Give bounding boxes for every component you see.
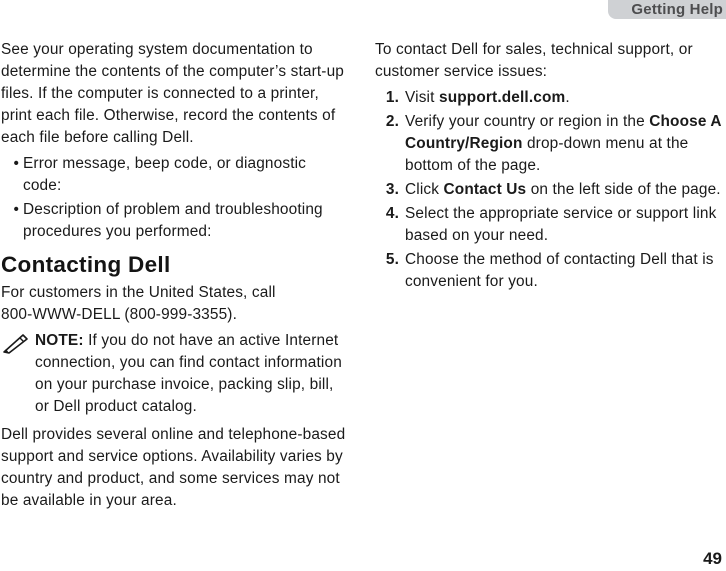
step-text (399, 111, 726, 177)
choose-country-label: Choose A Country/Region (405, 113, 722, 152)
step-text-pre: Visit (405, 89, 439, 106)
step-number: 4. (385, 205, 399, 222)
left-column (1, 39, 346, 512)
note-label: NOTE: (35, 332, 84, 349)
bullet-item (1, 153, 346, 197)
bullet-text: Description of problem and troubleshooting procedures you performed: (23, 201, 323, 240)
contact-us-label: Contact Us (443, 181, 527, 198)
contact-intro: To contact Dell for sales, technical support, or customer service issues: (375, 41, 693, 80)
step-item (375, 111, 726, 177)
step-item (375, 249, 726, 293)
step-text (399, 87, 726, 109)
page-number: 49 (703, 549, 722, 568)
step-text-post: . (565, 89, 570, 106)
bullet-marker: • (13, 201, 19, 218)
step-number: 3. (385, 181, 399, 198)
support-paragraph: Dell provides several online and telephone-based support and service options. Availability varies by country and product, and some services may not be available in your area. (1, 426, 346, 509)
right-column (375, 39, 726, 293)
bullet-text: Error message, beep code, or diagnostic code: (23, 155, 307, 194)
note-text (35, 330, 346, 418)
step-item (375, 203, 726, 247)
bullet-marker: • (13, 155, 19, 172)
bullet-item (1, 199, 346, 243)
phone-number-line: 800-WWW-DELL (800-999-3355). (1, 306, 238, 323)
step-text-pre: Click (405, 181, 444, 198)
section-heading: Contacting Dell (1, 252, 171, 277)
step-text-pre: Verify your country or region in the (405, 113, 650, 130)
pencil-note-icon (1, 330, 35, 418)
step-number: 5. (385, 251, 399, 268)
step-number: 1. (385, 89, 399, 106)
intro-paragraph: See your operating system documentation to determine the contents of the computer’s start-up files. If the computer is connected to a printer, print each file. Otherwise, record the contents of each file before calling Dell. (1, 41, 344, 146)
note-block (1, 330, 346, 418)
customers-line: For customers in the United States, call (1, 284, 276, 301)
step-text (399, 179, 726, 201)
step-text: Choose the method of contacting Dell that is convenient for you. (405, 251, 714, 290)
step-number: 2. (385, 113, 399, 130)
step-text-post: drop-down menu at the bottom of the page. (405, 135, 689, 174)
section-title: Getting Help (631, 0, 723, 18)
step-item (375, 87, 726, 109)
step-text-post: on the left side of the page. (526, 181, 721, 198)
step-item (375, 179, 726, 201)
note-body: If you do not have an active Internet connection, you can find contact information on your purchase invoice, packing slip, bill, or Dell product catalog. (35, 332, 342, 415)
section-header-tab (608, 0, 726, 19)
step-text: Select the appropriate service or support link based on your need. (405, 205, 717, 244)
support-link[interactable]: support.dell.com (438, 89, 566, 106)
